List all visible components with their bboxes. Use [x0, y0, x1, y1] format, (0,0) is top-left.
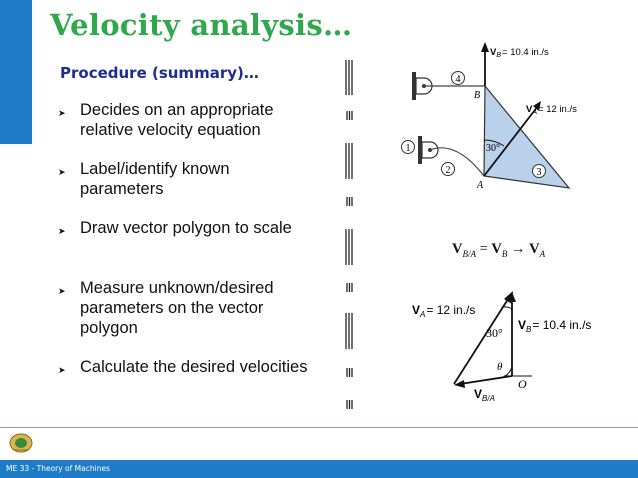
bullet-arrow-icon: ➤ [58, 108, 66, 118]
university-logo-icon [8, 432, 34, 454]
link-4-label: 4 [455, 74, 461, 85]
footer-divider [0, 427, 638, 428]
link-3-coupler [484, 86, 569, 188]
bullet-arrow-icon: ➤ [58, 226, 66, 236]
left-accent-bar [0, 0, 32, 144]
origin-label: O [518, 377, 527, 391]
bullet-item [58, 100, 308, 140]
theta-label: θ [497, 361, 503, 373]
va-label: $V_A= 12$ in./s [526, 104, 577, 116]
ground-pivot-bottom [418, 136, 438, 164]
bullet-arrow-icon: ➤ [58, 365, 66, 375]
equation-text: $V_{B/A} = V_B \to V_A$ [452, 241, 546, 259]
bullet-arrow-icon: ➤ [58, 286, 66, 296]
bullet-arrow-icon: ➤ [58, 167, 66, 177]
vb-arrow-head-icon [481, 42, 489, 52]
angle-arc-top [503, 307, 512, 309]
vba-vector [460, 376, 512, 384]
va-polygon-label: $V_A= 12$ in./s [412, 303, 476, 319]
bullet-text: Draw vector polygon to scale [80, 219, 292, 237]
bullet-text: Measure unknown/desired parameters on the vector polygon [80, 279, 274, 337]
bullet-item [58, 218, 308, 238]
slide-subtitle: Procedure (summary)… [60, 64, 259, 82]
vb-polygon-label: $V_B= 10.4$ in./s [518, 318, 592, 334]
vb-label: $V_B= 10.4$ in./s [490, 47, 549, 59]
bullet-text: Decides on an appropriate relative velocity equation [80, 101, 274, 139]
link-3-label: 3 [536, 167, 542, 178]
relative-velocity-equation [448, 235, 568, 265]
mechanism-diagram [398, 40, 588, 200]
footer-course-label: ME 33 - Theory of Machines [6, 464, 110, 473]
bullet-item [58, 357, 308, 377]
bullet-text: Calculate the desired velocities [80, 358, 308, 376]
slide-title: Velocity analysis… [50, 8, 353, 42]
vector-polygon-diagram [408, 284, 613, 409]
separator-marks [338, 55, 360, 415]
polygon-angle-label: 30° [486, 326, 503, 340]
bullet-item [58, 278, 308, 338]
point-b-label: B [474, 90, 481, 101]
link-1-label: 1 [405, 143, 411, 154]
bullet-item [58, 159, 308, 199]
vba-polygon-label: $V_{B/A}$ [474, 387, 495, 403]
point-a-label: A [477, 180, 484, 191]
link-2-label: 2 [445, 165, 451, 176]
angle-label: 30° [486, 143, 500, 154]
bullet-text: Label/identify known parameters [80, 160, 230, 198]
